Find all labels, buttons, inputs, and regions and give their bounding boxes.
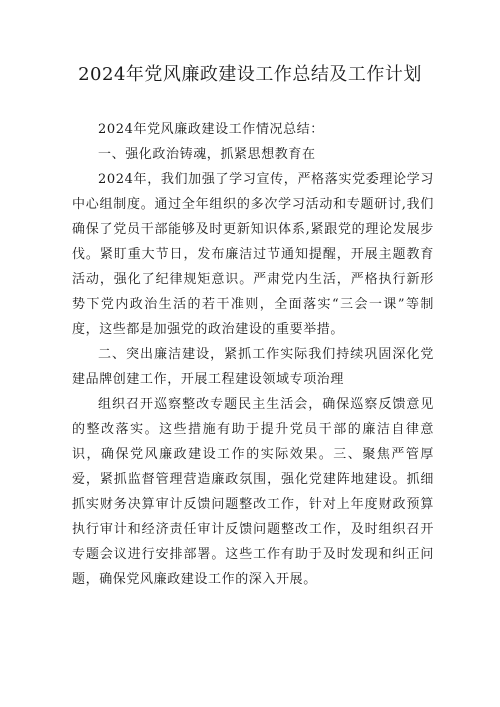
paragraph-section-one-body: 2024年，我们加强了学习宣传，严格落实党委理论学习中心组制度。通过全年组织的多次学习活动和专题研讨,我们确保了党员干部能够及时更新知识体系,紧跟党的理论发展步伐。紧盯重大节日，发布廉洁过节通知提醒，开展主题教育活动，强化了纪律规矩意识。严肃党内生活，严格执行新形势下党内政治生活的若干准则，全面落实“三会一课”等制度，这些都是加强党的政治建设的重要举措。	[72, 172, 434, 337]
paragraph-section-two-body: 组织召开巡察整改专题民主生活会，确保巡察反馈意见的整改落实。这些措施有助于提升党员干部的廉洁自律意识，确保党风廉政建设工作的实际效果。三、聚焦严管厚爱，紧抓监督管理营造廉政氛围，强化党建阵地建设。抓细抓实财务决算审计反馈问题整改工作，针对上年度财政预算执行审计和经济责任审计反馈问题整改工作，及时组织召开专题会议进行安排部署。这些工作有助于及时发现和纠正问题，确保党风廉政建设工作的深入开展。	[72, 397, 434, 587]
document-title: 2024年党风廉政建设工作总结及工作计划	[78, 64, 422, 85]
paragraph-summary-heading: 2024年党风廉政建设工作情况总结：	[98, 122, 324, 137]
document-body	[72, 117, 434, 592]
paragraph-section-one-heading: 一、强化政治铸魂，抓紧思想教育在	[98, 147, 316, 162]
paragraph-section-two-heading: 二、突出廉洁建设，紧抓工作实际我们持续巩固深化党建品牌创建工作，开展工程建设领域专项治理	[72, 347, 434, 387]
